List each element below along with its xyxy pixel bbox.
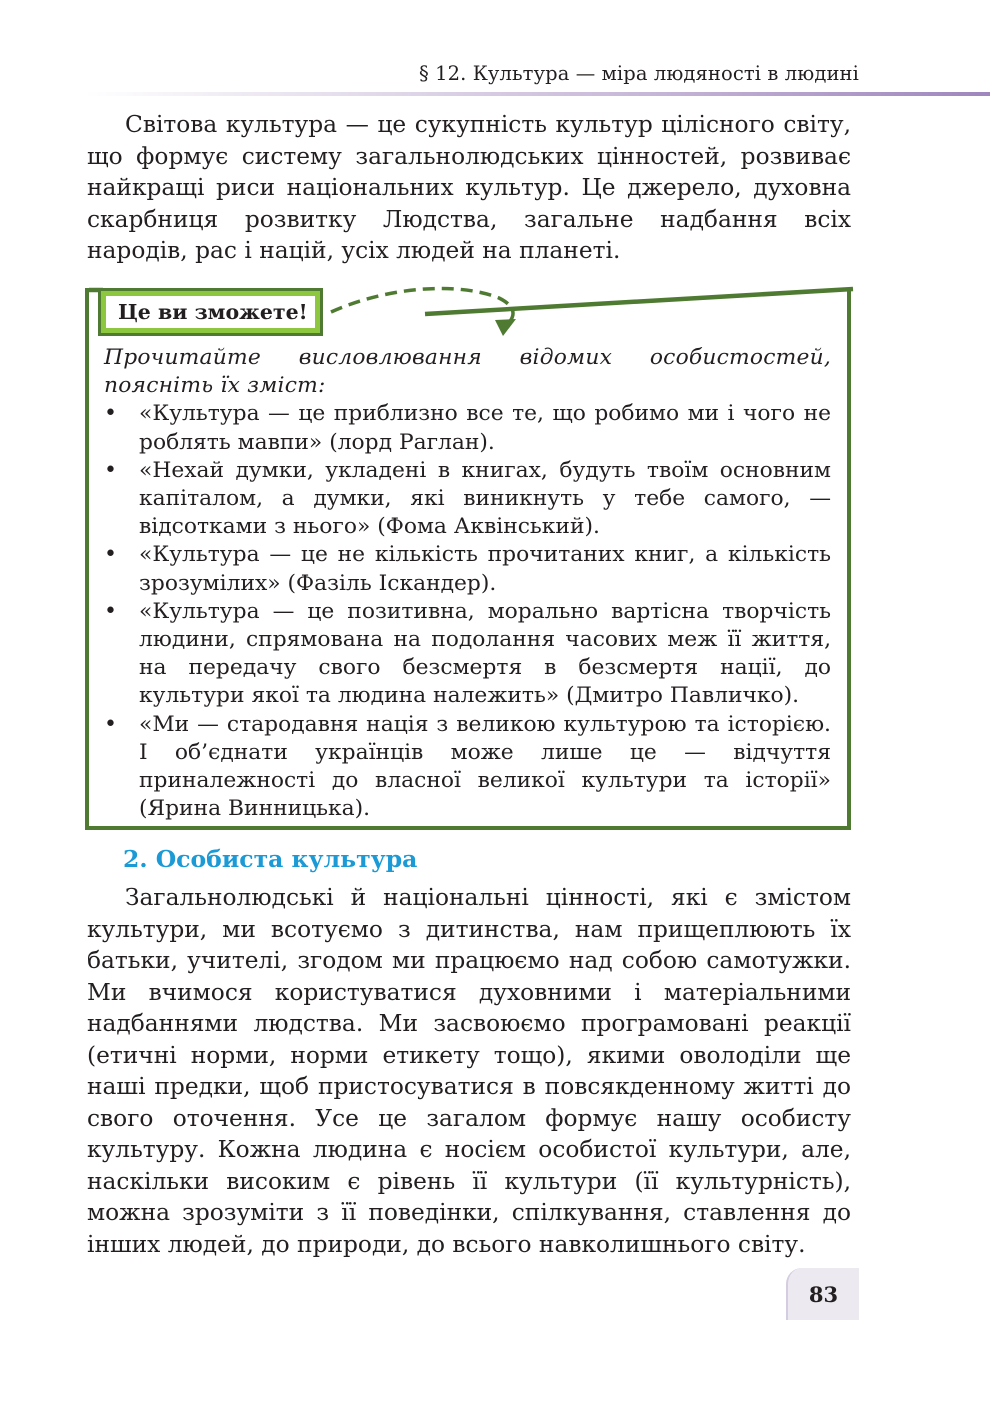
activity-box-content [104, 344, 831, 823]
quote-item [104, 711, 831, 824]
page-number: 83 [808, 1281, 839, 1307]
bullet-icon: • [104, 542, 117, 568]
bullet-icon: • [104, 598, 117, 624]
activity-box-label [98, 288, 323, 336]
section-heading: 2. Особиста культура [123, 845, 418, 873]
header-rule [85, 92, 990, 96]
quote-text: «Ми — стародавня нація з великою культурою та історією. І об’єднати українців може лише це — відчуття приналежності до власної великої культури та історії» (Ярина Винницька). [139, 711, 831, 822]
quote-item [104, 457, 831, 542]
quote-text: «Культура — це позитивна, морально вартісна творчість людини, спрямована на подолання часових меж її життя, на передачу свого безсмертя в безсмертя нації, до культури якої та людина належить» (Дмитро Павличко). [139, 598, 831, 709]
quote-text: «Культура — це не кількість прочитаних книг, а кількість зрозумілих» (Фазіль Іскандер). [139, 542, 831, 596]
activity-box-label-text: Це ви зможете! [106, 296, 315, 328]
section-paragraph: Загальнолюдські й національні цінності, які є змістом культури, ми всотуємо з дитинства, нам прищеплюють їх батьки, учителі, згодом ми працюємо над собою самотужки. Ми вчимося користуватися духовними і матеріальними надбаннями людства. Ми засвоюємо програмовані реакції (етичні норми, норми етикету тощо), якими оволоділи ще наші предки, щоб пристосуватися в повсякденному житті до свого оточення. Усе це загалом формує нашу особисту культуру. Кожна людина є носієм особистої культури, але, наскільки високим є рівень її культури (її культурність), можна зрозуміти з її поведінки, спілкування, ставлення до інших людей, до природи, до всього навколишнього світу. [87, 884, 851, 1258]
quote-item [104, 541, 831, 597]
intro-paragraph: Світова культура — це сукупність культур цілісного світу, що формує систему загальнолюдських цінностей, розвиває найкращі риси національних культур. Це джерело, духовна скарбниця розвитку Людства, загальне надбання всіх народів, рас і націй, усіх людей на планеті. [87, 111, 851, 264]
bullet-icon: • [104, 711, 117, 737]
quote-text: «Культура — це приблизно все те, що робимо ми і чого не роблять мавпи» (лорд Раглан). [139, 401, 831, 455]
page-number-tab [786, 1268, 859, 1320]
running-title: § 12. Культура — міра людяності в людині [418, 62, 859, 85]
activity-instruction: Прочитайте висловлювання відомих особистостей, поясніть їх зміст: [104, 345, 831, 399]
quote-item [104, 598, 831, 711]
frame-top-slanted-line [425, 289, 853, 314]
bullet-icon: • [104, 401, 117, 427]
quote-text: «Нехай думки, укладені в книгах, будуть твоїм основним капіталом, а думки, які виникнуть у тебе самого, — відсотками з нього» (Фома Аквінський). [139, 457, 831, 540]
quotes-list [104, 400, 831, 823]
quote-item [104, 400, 831, 456]
bullet-icon: • [104, 457, 117, 483]
